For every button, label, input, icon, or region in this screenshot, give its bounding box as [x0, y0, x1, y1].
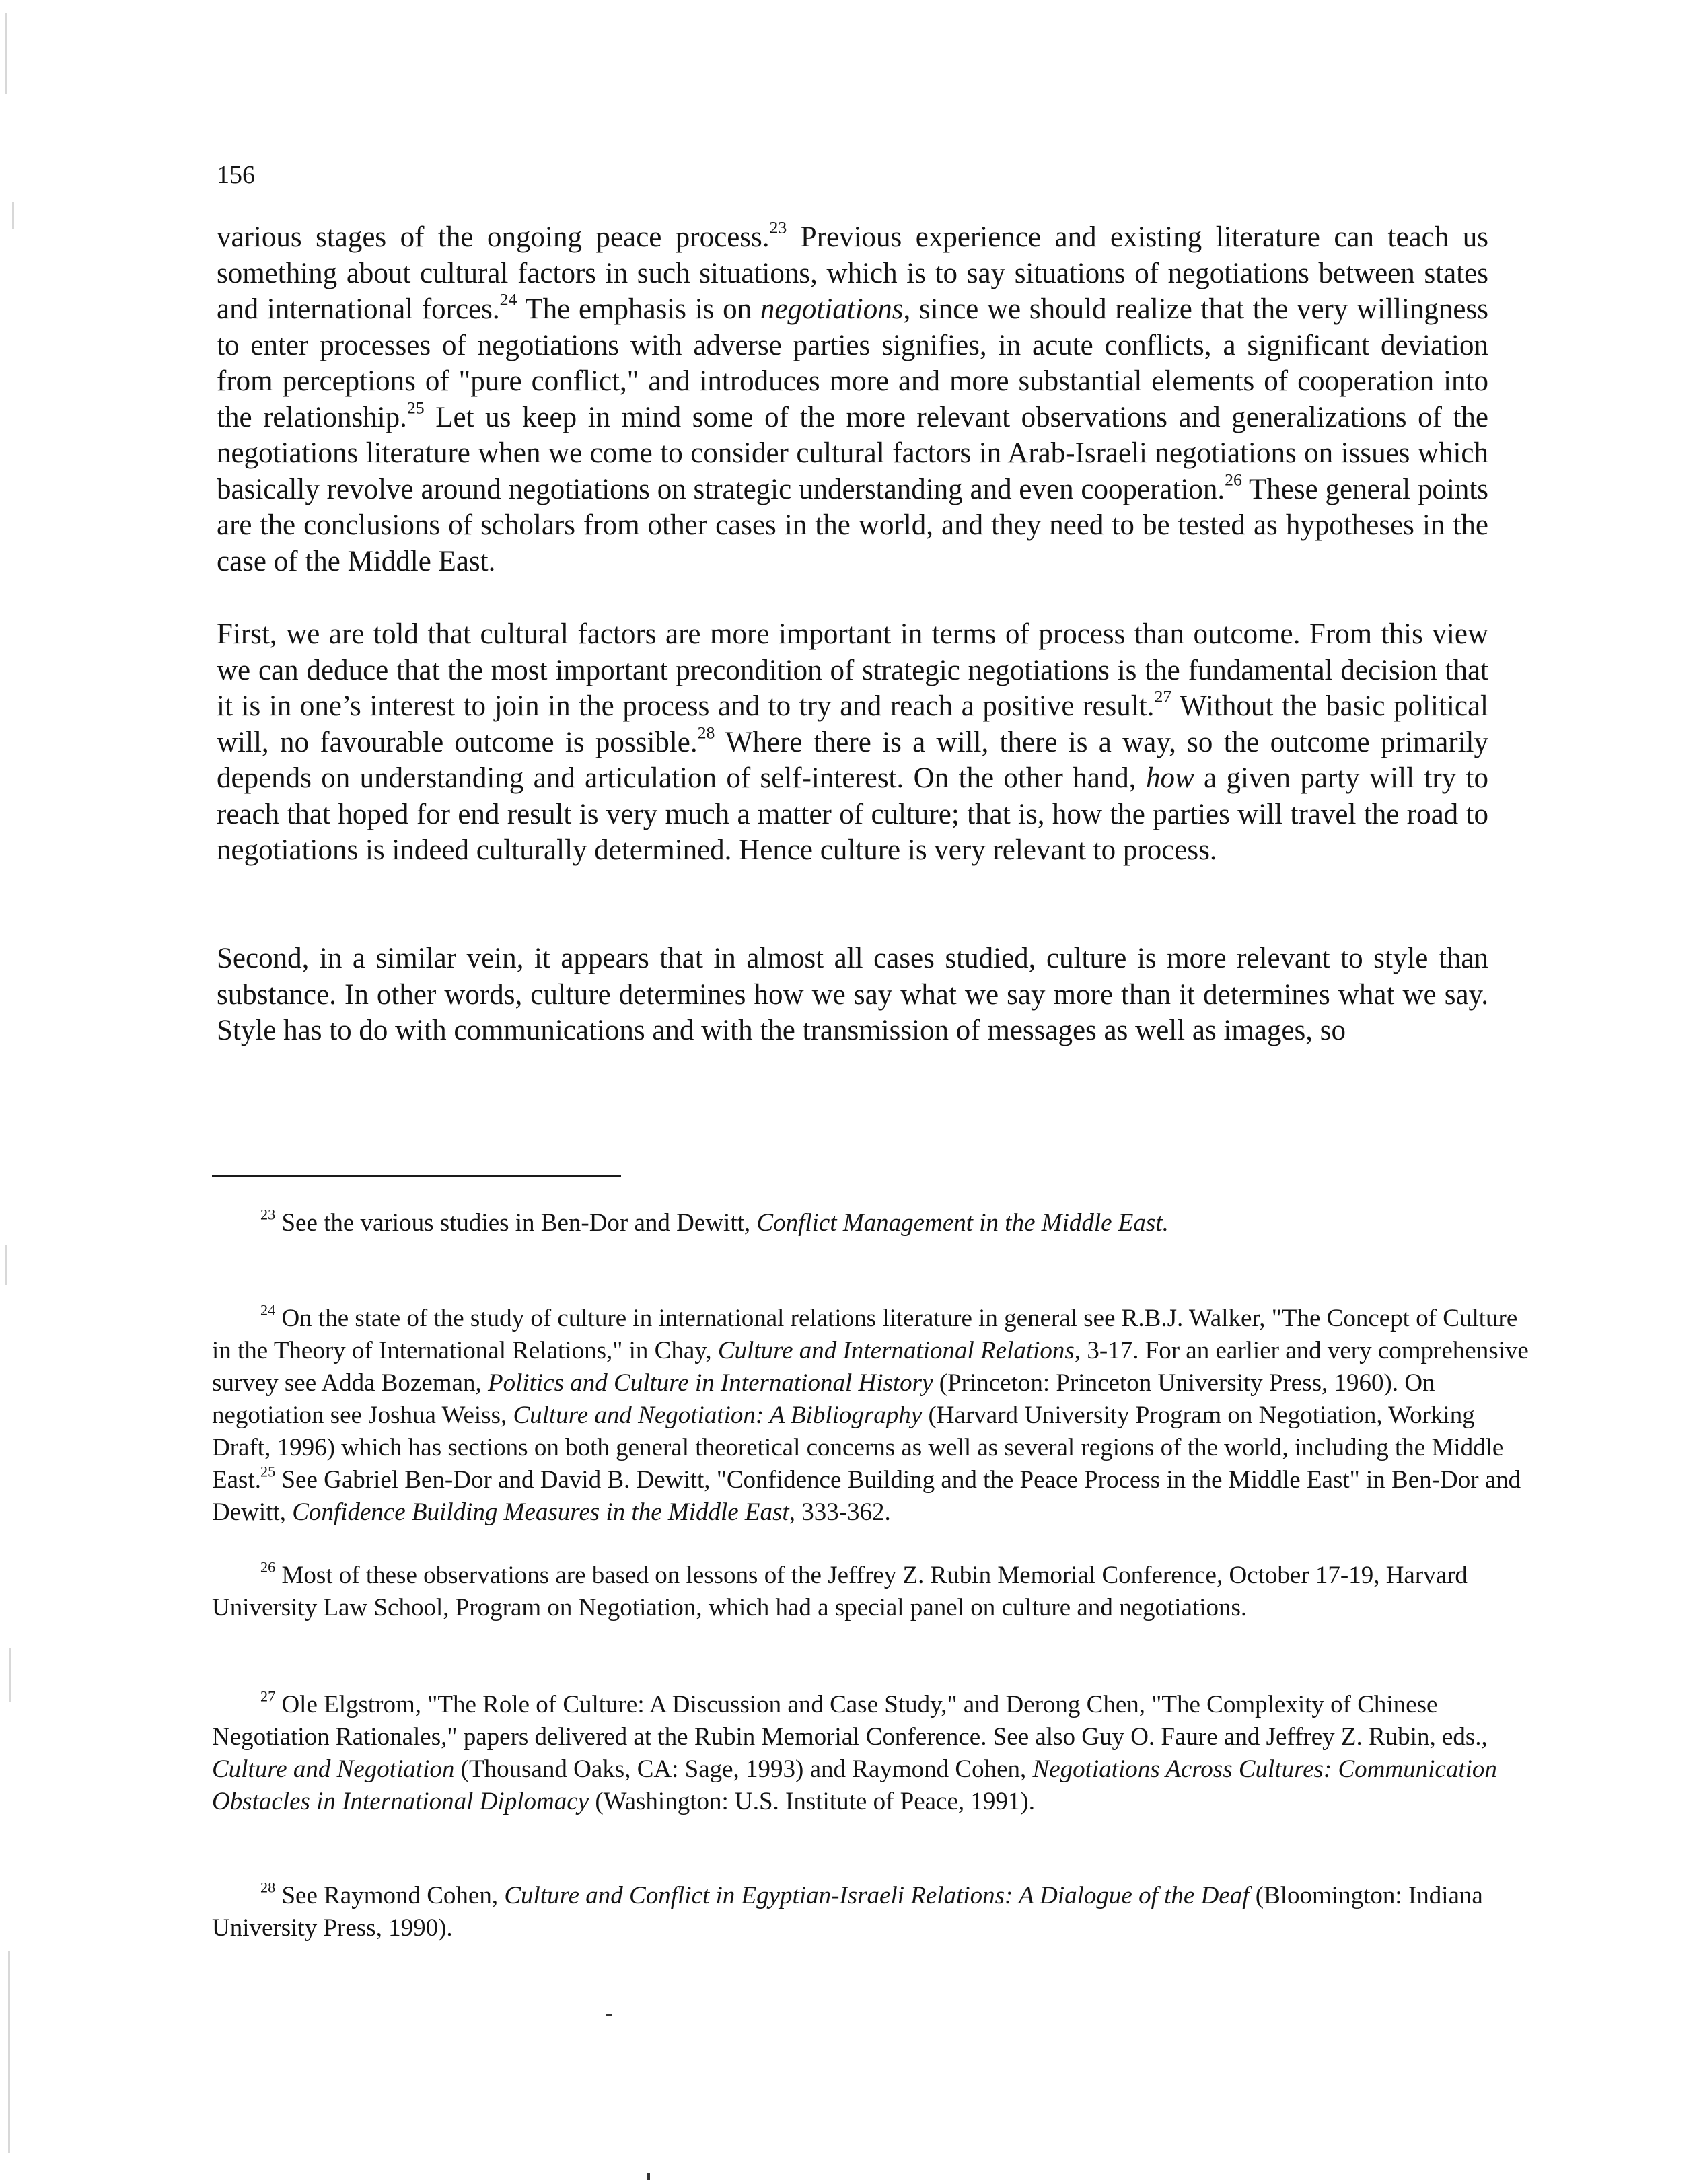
footnote-marker-23: 23 — [769, 217, 787, 238]
footnote-27 — [212, 1689, 1531, 1818]
body-paragraph-3 — [217, 941, 1488, 1049]
italic-text: Culture and Conflict in Egyptian-Israeli Relations: A Dialogue of the Deaf — [504, 1882, 1250, 1909]
text-run: See the various studies in Ben-Dor and Dewitt, — [275, 1209, 757, 1237]
footnote-marker-27: 27 — [260, 1687, 276, 1705]
footnote-marker-26: 26 — [260, 1558, 276, 1576]
text-run: Ole Elgstrom, "The Role of Culture: A Discussion and Case Study," and Derong Chen, "The Complexity of Chinese Negotiation Rationales," papers delivered at the Rubin Memorial Conference. See also Guy O. Faure and Jeffrey Z. Rubin, eds., — [212, 1691, 1488, 1751]
scan-speck — [647, 2173, 650, 2180]
text-run: Where there is a will, there is a way, so the outcome primarily depends on understanding and articulation of self-interest. On the other hand, — [217, 726, 1488, 794]
text-run: Previous experience and existing literature can teach us something about cultural factors in such situations, which is to say situations of negotiations between states and international forces. — [217, 221, 1488, 325]
text-run: a given party will try to reach that hoped for end result is very much a matter of culture; that is, how the parties will travel the road to negotiations is indeed culturally determined. Hence culture is very relevant to process. — [217, 762, 1488, 866]
footnote-26 — [212, 1560, 1531, 1624]
footnote-marker-23: 23 — [260, 1206, 276, 1223]
scan-edge-marks — [5, 0, 26, 2184]
footnote-marker-24: 24 — [260, 1301, 276, 1319]
footnote-marker-27: 27 — [1154, 686, 1172, 706]
page-number: 156 — [217, 161, 255, 189]
footnote-23 — [212, 1207, 1531, 1239]
italic-text: Culture and Negotiation: A Bibliography — [513, 1402, 923, 1429]
text-run: These general points are the conclusions of scholars from other cases in the world, and they need to be tested as hypotheses in the case of the Middle East. — [217, 473, 1489, 577]
text-run: On the state of the study of culture in international relations literature in general see R.B.J. Walker, "The Concept of Culture in the Theory of International Relations," in Chay, — [212, 1305, 1518, 1364]
footnote-marker-25: 25 — [260, 1463, 276, 1480]
text-run: , 3-17. For an earlier and very comprehensive survey see Adda Bozeman, — [212, 1337, 1529, 1397]
footnote-28 — [212, 1880, 1531, 1944]
footnote-separator-rule — [212, 1175, 621, 1177]
footnote-marker-26: 26 — [1225, 470, 1242, 490]
italic-text: Culture and International Relations — [717, 1337, 1075, 1364]
text-run: Second, in a similar vein, it appears that in almost all cases studied, culture is more relevant to style than substance. In other words, culture determines how we say what we say more than it determines what we say. Style has to do with communications and with the transmission of messages as well as images, so — [217, 943, 1488, 1046]
text-run: First, we are told that cultural factors are more important in terms of process than outcome. From this view we can deduce that the most important precondition of strategic negotiations is the fundamental decision that it is in one’s interest to join in the process and to try and reach a positive result. — [217, 618, 1488, 722]
body-paragraph-1 — [217, 219, 1488, 579]
footnote-marker-24: 24 — [499, 289, 517, 310]
italic-text: Politics and Culture in International History — [487, 1369, 933, 1397]
italic-text: negotiations — [760, 293, 904, 325]
text-run: See Gabriel Ben-Dor and David B. Dewitt, "Confidence Building and the Peace Process in the Middle East" in Ben-Dor and Dewitt, — [212, 1466, 1521, 1526]
text-run: The emphasis is on — [517, 293, 760, 325]
text-run: See Raymond Cohen, — [275, 1882, 505, 1909]
footnote-marker-28: 28 — [260, 1879, 276, 1896]
text-run: Most of these observations are based on lessons of the Jeffrey Z. Rubin Memorial Conference, October 17-19, Harvard University Law School, Program on Negotiation, which had a special panel on culture and negotiations. — [212, 1562, 1468, 1622]
text-run: Without the basic political will, no favourable outcome is possible. — [217, 690, 1488, 758]
text-run: Let us keep in mind some of the more relevant observations and generalizations of the negotiations literature when we come to consider cultural factors in Arab-Israeli negotiations on issues which basically revolve around negotiations on strategic understanding and even cooperation. — [217, 401, 1488, 505]
text-run: , 333-362. — [789, 1498, 891, 1526]
text-run: (Harvard University Program on Negotiation, Working Draft, 1996) which has sections on both general theoretical concerns as well as several regions of the world, including the Middle East. — [212, 1402, 1504, 1494]
italic-text: Negotiations Across Cultures: Communication Obstacles in International Diplomacy — [212, 1755, 1497, 1815]
italic-text: Conflict Management in the Middle East. — [756, 1209, 1169, 1237]
text-run: , since we should realize that the very willingness to enter processes of negotiations with adverse parties signifies, in acute conflicts, a significant deviation from perceptions of "pure conflict," and introduces more and more substantial elements of cooperation into the relationship. — [217, 293, 1488, 433]
text-run: (Washington: U.S. Institute of Peace, 1991). — [589, 1788, 1035, 1815]
text-run: (Princeton: Princeton University Press, 1960). On negotiation see Joshua Weiss, — [212, 1369, 1435, 1429]
italic-text: Confidence Building Measures in the Middle East — [292, 1498, 789, 1526]
footnote-25 — [212, 1464, 1531, 1529]
body-paragraph-2 — [217, 616, 1488, 869]
text-run: (Thousand Oaks, CA: Sage, 1993) and Raymond Cohen, — [454, 1755, 1033, 1783]
text-run: (Bloomington: Indiana University Press, 1990). — [212, 1882, 1483, 1942]
footnote-marker-25: 25 — [406, 398, 425, 418]
italic-text: Culture and Negotiation — [212, 1755, 455, 1783]
scan-speck — [606, 2014, 612, 2016]
text-run: various stages of the ongoing peace process. — [217, 221, 770, 253]
footnote-marker-28: 28 — [697, 723, 715, 743]
italic-text: how — [1145, 762, 1194, 794]
